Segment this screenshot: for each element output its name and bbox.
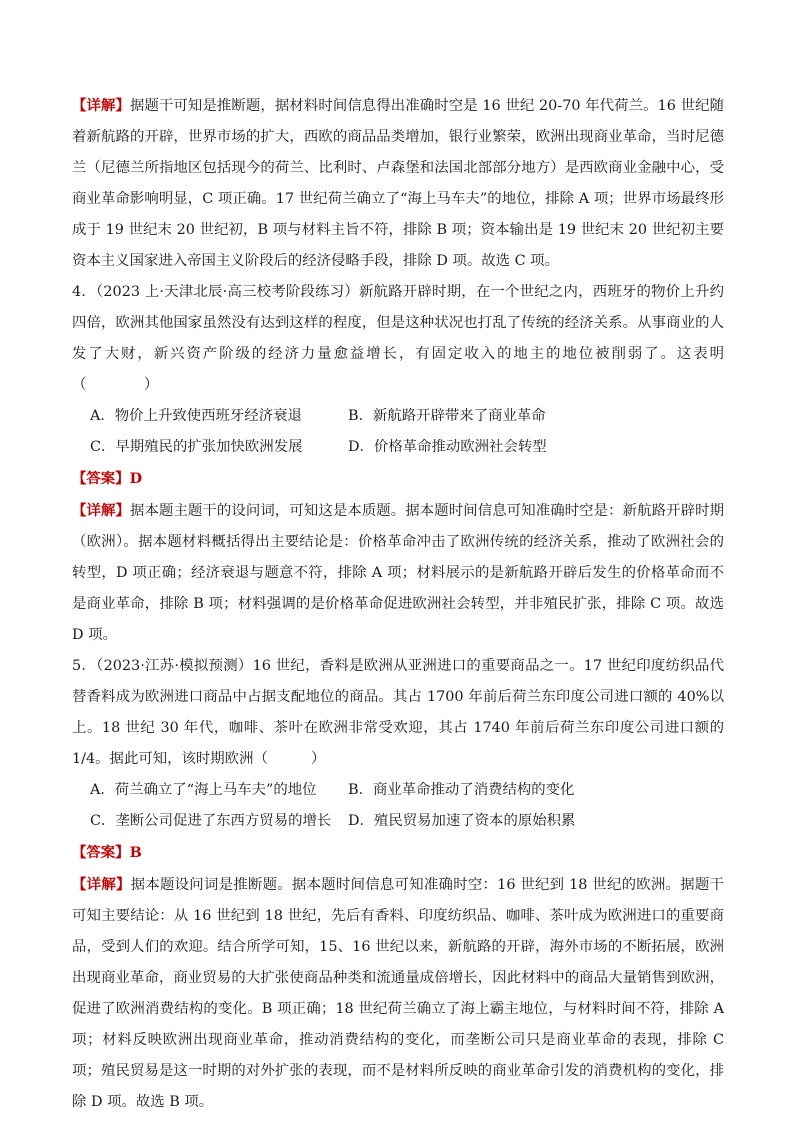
option-d: D．殖民贸易加速了资本的原始积累 <box>348 813 576 829</box>
answer-value: D <box>129 470 143 487</box>
answer-value: B <box>129 844 142 861</box>
explanation-text: 据题干可知是推断题，据材料时间信息得出准确时空是 16 世纪 20-70 年代荷兰。16 世纪随着新航路的开辟，世界市场的扩大，西欧的商品品类增加，银行业繁荣，欧洲出现商业革命，当时尼德兰（尼德兰所指地区包括现今的荷兰、比利时、卢森堡和法国北部部分地方）是西欧商业金融中心，受商业革命影响明显，C 项正确。17 世纪荷兰确立了“海上马车夫”的地位，排除 A 项；世界市场最终形成于 19 世纪末 20 世纪初，B 项与材料主旨不符，排除 B 项；资本输出是 19 世纪末 20 世纪初主要资本主义国家进入帝国主义阶段后的经济侵略手段，排除 D 项。故选 C 项。 <box>72 98 724 269</box>
question-4-options-row-1 <box>72 401 724 432</box>
question-4-stem: 4．（2023 上·天津北辰·高三校考阶段练习）新航路开辟时期，在一个世纪之内，西班牙的物价上升约四倍，欧洲其他国家虽然没有达到这样的程度，但是这种状况也打乱了传统的经济关系。从事商业的人发了大财，新兴资产阶级的经济力量愈益增长，有固定收入的地主的地位被削弱了。这表明（ ） <box>72 284 724 393</box>
answer-tag: 【答案】 <box>72 470 130 487</box>
explanation-text: 据本题设问词是推断题。据本题时间信息可知准确时空：16 世纪到 18 世纪的欧洲。据题干可知主要结论：从 16 世纪到 18 世纪，先后有香料、印度纺织品、咖啡、茶叶成为欧洲进口的重要商品，受到人们的欢迎。结合所学可知，15、16 世纪以来，新航路的开辟，海外市场的不断拓展，欧洲出现商业革命，商业贸易的大扩张使商品种类和流通量成倍增长，因此材料中的商品大量销售到欧洲，促进了欧洲消费结构的变化。B 项正确；18 世纪荷兰确立了海上霸主地位，与材料时间不符，排除 A 项；材料反映欧洲出现商业革命，推动消费结构的变化，而垄断公司只是商业革命的表现，排除 C 项；殖民贸易是这一时期的对外扩张的表现，而不是材料所反映的商业革命引发的消费机构的变化，排除 D 项。故选 B 项。 <box>72 877 724 1110</box>
explanation-tag: 【详解】 <box>72 502 130 519</box>
question-5-options-row-1 <box>72 775 724 806</box>
option-d: D．价格革命推动欧洲社会转型 <box>348 439 547 455</box>
option-a: A．物价上升致使西班牙经济衰退 <box>90 408 302 424</box>
explanation-text: 据本题主题干的设问词，可知这是本质题。据本题时间信息可知准确时空是：新航路开辟时期（欧洲）。据本题材料概括得出主要结论是：价格革命冲击了欧洲传统的经济关系，推动了欧洲社会的转型，D 项正确；经济衰退与题意不符，排除 A 项；材料展示的是新航路开辟后发生的价格革命而不是商业革命，排除 B 项；材料强调的是价格革命促进欧洲社会转型，并非殖民扩张，排除 C 项。故选 D 项。 <box>72 503 724 643</box>
option-b: B．商业革命推动了消费结构的变化 <box>348 782 575 798</box>
option-a: A．荷兰确立了“海上马车夫”的地位 <box>90 782 317 798</box>
question-5-options-row-2 <box>72 806 724 837</box>
question-5-answer <box>72 837 724 869</box>
option-c: C．垄断公司促进了东西方贸易的增长 <box>90 813 332 829</box>
option-c: C．早期殖民的扩张加快欧洲发展 <box>90 439 303 455</box>
explanation-q3 <box>72 90 724 277</box>
question-5-stem: 5．（2023·江苏·模拟预测）16 世纪，香料是欧洲从亚洲进口的重要商品之一。17 世纪印度纺织品代替香料成为欧洲进口商品中占据支配地位的商品。其占 1700 年前后荷兰东印度公司进口额的 40%以上。18 世纪 30 年代，咖啡、茶叶在欧洲非常受欢迎，其占 1740 年前后荷兰东印度公司进口额的 1/4。据此可知，该时期欧洲（ ） <box>72 658 724 767</box>
explanation-tag: 【详解】 <box>72 876 131 893</box>
question-5-explanation <box>72 869 724 1118</box>
question-4-explanation <box>72 495 724 651</box>
question-4-options-row-2 <box>72 432 724 463</box>
option-b: B．新航路开辟带来了商业革命 <box>348 408 546 424</box>
answer-tag: 【答案】 <box>72 844 130 861</box>
document-page <box>72 90 724 1118</box>
question-4-answer <box>72 463 724 495</box>
explanation-tag: 【详解】 <box>72 97 130 114</box>
